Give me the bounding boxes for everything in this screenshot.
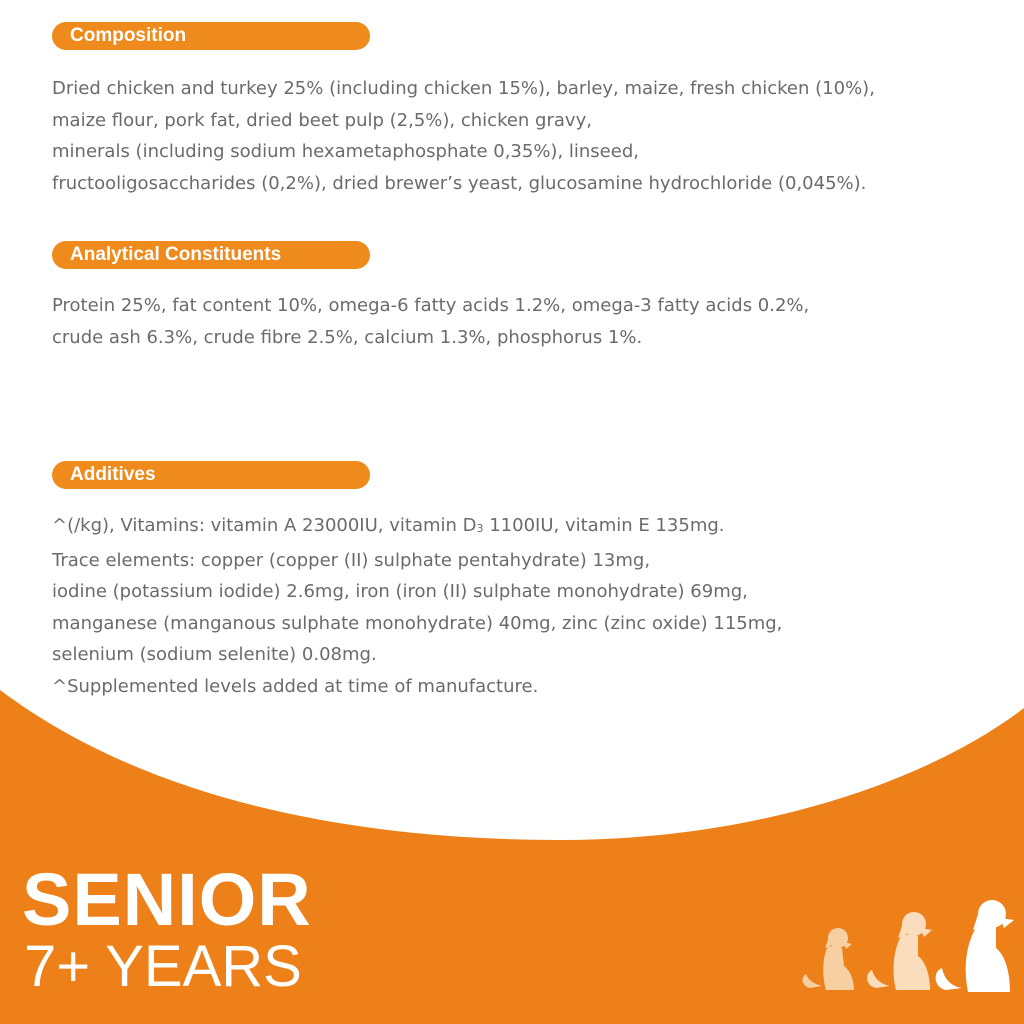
additives-heading: Additives: [52, 461, 370, 489]
analytical-text: [52, 290, 1002, 353]
composition-text: [52, 73, 1002, 199]
additives-vitamins-b: 1100IU, vitamin E 135mg.: [483, 515, 725, 536]
composition-line: Dried chicken and turkey 25% (including chicken 15%), barley, maize, fresh chicken (10%),: [52, 78, 875, 99]
analytical-heading: Analytical Constituents: [52, 241, 370, 269]
analytical-line: Protein 25%, fat content 10%, omega-6 fatty acids 1.2%, omega-3 fatty acids 0.2%,: [52, 295, 810, 316]
analytical-line: crude ash 6.3%, crude fibre 2.5%, calcium 1.3%, phosphorus 1%.: [52, 326, 643, 348]
additives-line: [52, 510, 1002, 545]
senior-title: SENIOR: [22, 858, 312, 941]
composition-line: minerals (including sodium hexametaphosphate 0,35%), linseed,: [52, 141, 639, 162]
additives-text: [52, 510, 1002, 702]
additives-line: iodine (potassium iodide) 2.6mg, iron (iron (II) sulphate monohydrate) 69mg,: [52, 581, 748, 602]
composition-heading: Composition: [52, 22, 370, 50]
additives-vitamins-a: ^(/kg), Vitamins: vitamin A 23000IU, vitamin D: [52, 515, 477, 536]
dog-medium-icon: [867, 912, 932, 990]
additives-line: Trace elements: copper (copper (II) sulphate pentahydrate) 13mg,: [52, 549, 651, 571]
additives-line: selenium (sodium selenite) 0.08mg.: [52, 644, 377, 665]
composition-line: fructooligosaccharides (0,2%), dried brewer’s yeast, glucosamine hydrochloride (0,045%).: [52, 172, 867, 194]
additives-line: ^Supplemented levels added at time of manufacture.: [52, 675, 539, 697]
dogs-illustration: [780, 900, 1020, 996]
additives-vitamin-d-subscript: 3: [476, 522, 484, 535]
additives-line: manganese (manganous sulphate monohydrate) 40mg, zinc (zinc oxide) 115mg,: [52, 612, 783, 634]
dog-small-icon: [803, 928, 854, 990]
composition-line: maize flour, pork fat, dried beet pulp (2,5%), chicken gravy,: [52, 109, 592, 131]
age-subtitle: 7+ YEARS: [24, 934, 302, 999]
dog-large-icon: [936, 900, 1014, 992]
